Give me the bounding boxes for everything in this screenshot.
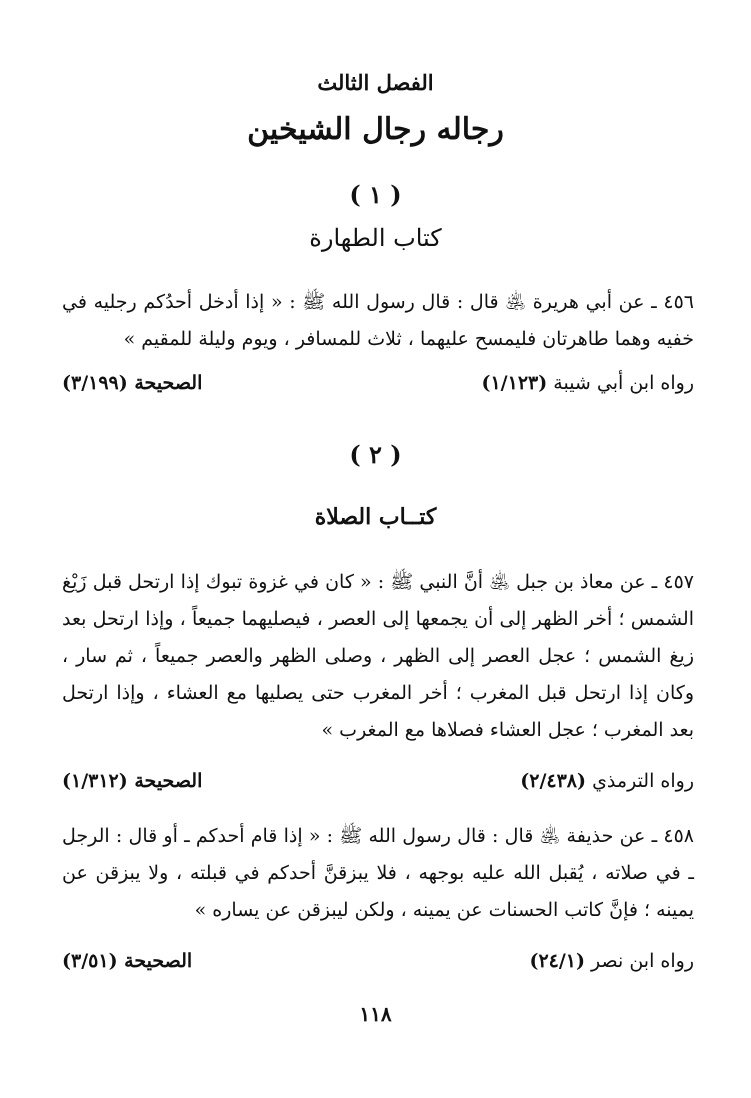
source-book: رواه الترمذي — [592, 770, 694, 792]
chapter-title: رجاله رجال الشيخين — [247, 112, 504, 147]
source-reference: (١/١٢٣) — [481, 372, 548, 394]
hadith-grading: الصحيحة (٣/١٩٩) — [62, 372, 203, 394]
hadith-source — [520, 770, 694, 792]
hadith-grading: الصحيحة (٣/٥١) — [62, 950, 193, 972]
hadith-grading: الصحيحة (١/٣١٢) — [62, 770, 203, 792]
section-title: كتاب الطهارة — [309, 224, 442, 252]
source-reference: (٢٤/١) — [529, 950, 585, 972]
hadith-source-row — [62, 950, 694, 984]
section-title: كتــاب الصلاة — [314, 504, 437, 530]
source-reference: (٢/٤٣٨) — [520, 770, 587, 792]
hadith-source-row — [62, 372, 694, 406]
hadith-text: ٤٥٧ ـ عن معاذ بن جبل ﵁ أنَّ النبي ﷺ : « كان في غزوة تبوك إذا ارتحل قبل زَيْغ الشمس ؛ أخر الظهر إلى أن يجمعها إلى العصر ، فيصليهما جميعاً ، وإذا ارتحل بعد زيغ الشمس ؛ عجل العصر إلى الظهر ، وصلى الظهر والعصر جميعاً ، ثم سار ، وكان إذا ارتحل قبل المغرب ؛ أخر المغرب حتى يصليها مع العشاء ، وإذا ارتحل بعد المغرب ؛ عجل العشاء فصلاها مع المغرب » — [62, 571, 694, 741]
hadith-source-row — [62, 770, 694, 804]
hadith-text: ٤٥٨ ـ عن حذيفة ﵁ قال : قال رسول الله ﷺ : « إذا قام أحدكم ـ أو قال : الرجل ـ في صلاته ، يُقبل الله عليه بوجهه ، فلا يبزقنَّ أحدكم في قبلته ، ولا يبزقن عن يمينه ؛ فإنَّ كاتب الحسنات عن يمينه ، ولكن ليبزقن عن يساره » — [62, 825, 694, 921]
hadith-source — [529, 950, 694, 972]
source-book: رواه ابن نصر — [591, 950, 694, 972]
source-book: رواه ابن أبي شيبة — [553, 372, 694, 394]
chapter-label: الفصل الثالث — [317, 70, 434, 95]
page-number: ١١٨ — [359, 1002, 392, 1026]
section-number: ( ١ ) — [349, 180, 402, 209]
hadith-source — [481, 372, 694, 394]
section-number: ( ٢ ) — [349, 440, 402, 469]
hadith-text: ٤٥٦ ـ عن أبي هريرة ﵁ قال : قال رسول الله ﷺ : « إذا أدخل أحدُكم رجليه في خفيه وهما طاهرتان فليمسح عليهما ، ثلاث للمسافر ، ويوم وليلة للمقيم » — [62, 291, 694, 350]
